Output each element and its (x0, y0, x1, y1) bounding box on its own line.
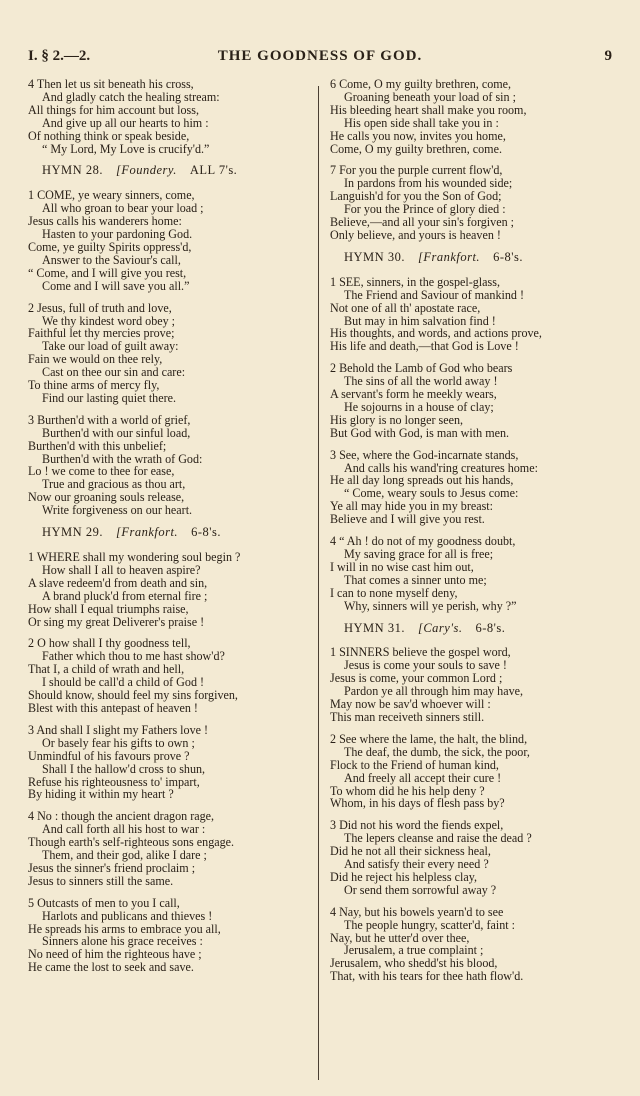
verse-line: But may in him salvation find ! (344, 313, 496, 328)
stanza (28, 724, 316, 801)
stanza (28, 810, 316, 887)
verse-line: How shall I equal triumphs raise, (28, 601, 189, 616)
verse-line: He came the lost to seek and save. (28, 960, 194, 975)
verse-line: His glory is no longer seen, (330, 412, 464, 427)
stanza (28, 637, 316, 714)
verse-line: Only believe, and yours is heaven ! (330, 227, 501, 242)
verse-line: 4 Then let us sit beneath his cross, (28, 77, 194, 91)
meter: ALL 7's. (189, 163, 238, 178)
verse-line: 2 Behold the Lamb of God who bears (330, 361, 513, 376)
meter: 6-8's. (191, 525, 221, 540)
verse-line: A brand pluck'd from eternal fire ; (42, 588, 208, 603)
verse-line: Pardon ye all through him may have, (344, 684, 524, 699)
verse-line: Of nothing think or speak beside, (28, 128, 190, 143)
verse-line: And call forth all his host to war : (42, 822, 206, 837)
verse-line: All things for him account but loss, (28, 102, 199, 117)
verse-line: Groaning beneath your load of sin ; (344, 89, 516, 104)
verse-line: Faithful let thy mercies prove; (28, 326, 175, 341)
verse-line: “ My Lord, My Love is crucify'd.” (42, 141, 210, 156)
verse-line: Fain we would on thee rely, (28, 352, 163, 367)
stanza (330, 78, 622, 155)
verse-line: Lo ! we come to thee for ease, (28, 464, 175, 479)
verse-line: Refuse his righteousness to' impart, (28, 774, 200, 789)
stanza (330, 362, 622, 439)
page-title: THE GOODNESS OF GOD. (217, 48, 423, 64)
verse-line: “ Come, weary souls to Jesus come: (344, 486, 519, 501)
verse-line: The deaf, the dumb, the sick, the poor, (344, 744, 530, 759)
verse-line: Them, and their god, alike I dare ; (42, 848, 207, 863)
verse-line: 2 See where the lame, the halt, the blind, (330, 731, 528, 746)
verse-line: Shall I the hallow'd cross to shun, (42, 761, 206, 776)
verse-line: Whom, in his days of flesh pass by? (330, 796, 505, 811)
verse-line: By hiding it within my heart ? (28, 787, 174, 802)
verse-line: All who groan to bear your load ; (42, 201, 204, 216)
hymn-heading (344, 622, 622, 635)
verse-line: Though earth's self-righteous sons engage. (28, 835, 235, 850)
verse-line: 1 SINNERS believe the gospel word, (330, 645, 511, 660)
verse-line: Jerusalem, a true complaint ; (344, 943, 484, 958)
verse-line: To whom did he his help deny ? (330, 783, 485, 798)
verse-line: Sinners alone his grace receives : (42, 934, 203, 949)
verse-line: My saving grace for all is free; (344, 547, 494, 561)
verse-line: Jesus the sinner's friend proclaim ; (28, 860, 196, 875)
verse-line: May now be sav'd whoever will : (330, 697, 491, 712)
verse-line: He calls you now, invites you home, (330, 128, 506, 143)
verse-line: 2 O how shall I thy goodness tell, (28, 636, 191, 651)
verse-line: Come and I will save you all.” (42, 278, 190, 293)
stanza (28, 414, 316, 517)
verse-line: Jesus is come your souls to save ! (344, 658, 507, 673)
verse-line: 1 WHERE shall my wondering soul begin ? (28, 550, 241, 564)
verse-line: Believe,—and all your sin's forgiven ; (330, 215, 514, 230)
verse-line: Jesus is come, your common Lord ; (330, 671, 503, 686)
stanza (330, 733, 622, 810)
verse-line: 6 Come, O my guilty brethren, come, (330, 77, 512, 91)
hymn-number: HYMN 30. (344, 249, 405, 264)
column-divider (318, 86, 319, 1080)
verse-line: A servant's form he meekly wears, (330, 387, 497, 402)
verse-line: I will in no wise cast him out, (330, 559, 474, 574)
right-column (330, 78, 622, 992)
tune-name: [Frankfort. (417, 249, 481, 264)
hymn-number: HYMN 31. (344, 620, 405, 635)
verse-line: That, with his tears for thee hath flow'd. (330, 969, 524, 984)
tune-name: [Cary's. (417, 620, 463, 635)
verse-line: That comes a sinner unto me; (344, 572, 487, 587)
verse-line: And gladly catch the healing stream: (42, 89, 220, 104)
verse-line: Should know, should feel my sins forgiven, (28, 688, 238, 703)
verse-line: Jerusalem, who shedd'st his blood, (330, 956, 498, 971)
verse-line: 3 And shall I slight my Fathers love ! (28, 722, 209, 737)
verse-line: In pardons from his wounded side; (344, 176, 513, 191)
verse-line: 3 Burthen'd with a world of grief, (28, 412, 191, 427)
stanza (330, 276, 622, 353)
verse-line: To thine arms of mercy fly, (28, 378, 160, 393)
verse-line: 1 SEE, sinners, in the gospel-glass, (330, 274, 500, 289)
verse-line: Did he not all their sickness heal, (330, 844, 491, 859)
meter: 6-8's. (493, 249, 523, 264)
verse-line: No need of him the righteous have ; (28, 947, 202, 962)
verse-line: I should be call'd a child of God ! (42, 675, 205, 690)
verse-line: Jesus to sinners still the same. (28, 873, 174, 888)
verse-line: We thy kindest word obey ; (42, 313, 176, 328)
verse-line: 1 COME, ye weary sinners, come, (28, 188, 195, 203)
verse-line: Or send them sorrowful away ? (344, 882, 497, 897)
verse-line: Find our lasting quiet there. (42, 390, 177, 405)
verse-line: Answer to the Saviour's call, (42, 252, 181, 267)
stanza (28, 189, 316, 292)
verse-line: Languish'd for you the Son of God; (330, 189, 502, 204)
verse-line: Burthen'd with this unbelief; (28, 438, 167, 453)
hymn-heading (42, 526, 316, 539)
verse-line: Hasten to your pardoning God. (42, 227, 193, 242)
verse-line: Cast on thee our sin and care: (42, 365, 186, 380)
verse-line: Believe and I will give you rest. (330, 512, 485, 527)
verse-line: “ Come, and I will give you rest, (28, 265, 187, 280)
verse-line: Write forgiveness on our heart. (42, 503, 193, 518)
stanza (330, 819, 622, 896)
verse-line: 3 Did not his word the fiends expel, (330, 818, 504, 833)
tune-name: [Frankfort. (115, 525, 179, 540)
verse-line: Burthen'd with our sinful load, (42, 425, 191, 440)
verse-line: Come, O my guilty brethren, come. (330, 141, 502, 156)
hymn-number: HYMN 29. (42, 525, 103, 540)
verse-line: Or basely fear his gifts to own ; (42, 735, 195, 750)
verse-line: Now our groaning souls release, (28, 490, 185, 505)
verse-line: A slave redeem'd from death and sin, (28, 575, 208, 590)
verse-line: Did he reject his helpless clay, (330, 869, 477, 884)
page-number: 9 (604, 48, 612, 64)
running-header (28, 48, 612, 70)
verse-line: Ye all may hide you in my breast: (330, 499, 494, 514)
verse-line: His open side shall take you in : (344, 115, 499, 130)
verse-line: And calls his wand'ring creatures home: (344, 460, 538, 475)
verse-line: Or sing my great Deliverer's praise ! (28, 614, 205, 629)
verse-line: Nay, but he utter'd over thee, (330, 930, 470, 945)
verse-line: Why, sinners will ye perish, why ?” (344, 598, 517, 613)
stanza (330, 906, 622, 983)
verse-line: He all day long spreads out his hands, (330, 473, 514, 488)
verse-line: 4 No : though the ancient dragon rage, (28, 809, 215, 824)
stanza (330, 535, 622, 612)
hymn-number: HYMN 28. (42, 163, 103, 178)
verse-line: The people hungry, scatter'd, faint : (344, 917, 515, 932)
hymn-heading (42, 164, 316, 177)
verse-line: The sins of all the world away ! (344, 374, 498, 389)
verse-line: And give up all our hearts to him : (42, 115, 209, 130)
tune-name: [Foundery. (115, 163, 177, 178)
verse-line: 3 See, where the God-incarnate stands, (330, 447, 519, 462)
verse-line: Not one of all th' apostate race, (330, 300, 481, 315)
verse-line: And freely all accept their cure ! (344, 770, 502, 785)
verse-line: Flock to the Friend of human kind, (330, 757, 499, 772)
verse-line: Take our load of guilt away: (42, 339, 179, 354)
verse-line: Jesus calls his wanderers home: (28, 214, 182, 229)
verse-line: 4 Nay, but his bowels yearn'd to see (330, 904, 504, 919)
stanza (28, 551, 316, 628)
stanza (28, 78, 316, 155)
verse-line: For you the Prince of glory died : (344, 202, 506, 217)
verse-line: This man receiveth sinners still. (330, 709, 485, 724)
verse-line: The lepers cleanse and raise the dead ? (344, 831, 532, 846)
stanza (28, 302, 316, 405)
verse-line: 7 For you the purple current flow'd, (330, 163, 503, 178)
verse-line: How shall I all to heaven aspire? (42, 562, 201, 577)
hymn-heading (344, 251, 622, 264)
stanza (28, 897, 316, 974)
stanza (330, 164, 622, 241)
verse-line: He spreads his arms to embrace you all, (28, 921, 221, 936)
section-reference: I. § 2.—2. (28, 48, 91, 64)
verse-line: His bleeding heart shall make you room, (330, 102, 527, 117)
verse-line: That I, a child of wrath and hell, (28, 662, 185, 677)
verse-line: Blest with this antepast of heaven ! (28, 700, 198, 715)
verse-line: The Friend and Saviour of mankind ! (344, 287, 525, 302)
stanza (330, 449, 622, 526)
verse-line: His thoughts, and words, and actions prove, (330, 326, 542, 341)
verse-line: And satisfy their every need ? (344, 857, 489, 872)
verse-line: But God with God, is man with men. (330, 425, 510, 440)
left-column (28, 78, 316, 983)
verse-line: Come, ye guilty Spirits oppress'd, (28, 239, 192, 254)
verse-line: True and gracious as thou art, (42, 477, 186, 492)
verse-line: Harlots and publicans and thieves ! (42, 908, 213, 923)
verse-line: 4 “ Ah ! do not of my goodness doubt, (330, 534, 516, 549)
verse-line: 5 Outcasts of men to you I call, (28, 895, 180, 910)
verse-line: 2 Jesus, full of truth and love, (28, 300, 172, 315)
verse-line: His life and death,—that God is Love ! (330, 339, 519, 354)
meter: 6-8's. (475, 620, 506, 635)
verse-line: I can to none myself deny, (330, 585, 458, 600)
verse-line: Unmindful of his favours prove ? (28, 748, 190, 763)
verse-line: He sojourns in a house of clay; (344, 399, 494, 414)
verse-line: Father which thou to me hast show'd? (42, 649, 225, 664)
stanza (330, 646, 622, 723)
verse-line: Burthen'd with the wrath of God: (42, 451, 203, 466)
